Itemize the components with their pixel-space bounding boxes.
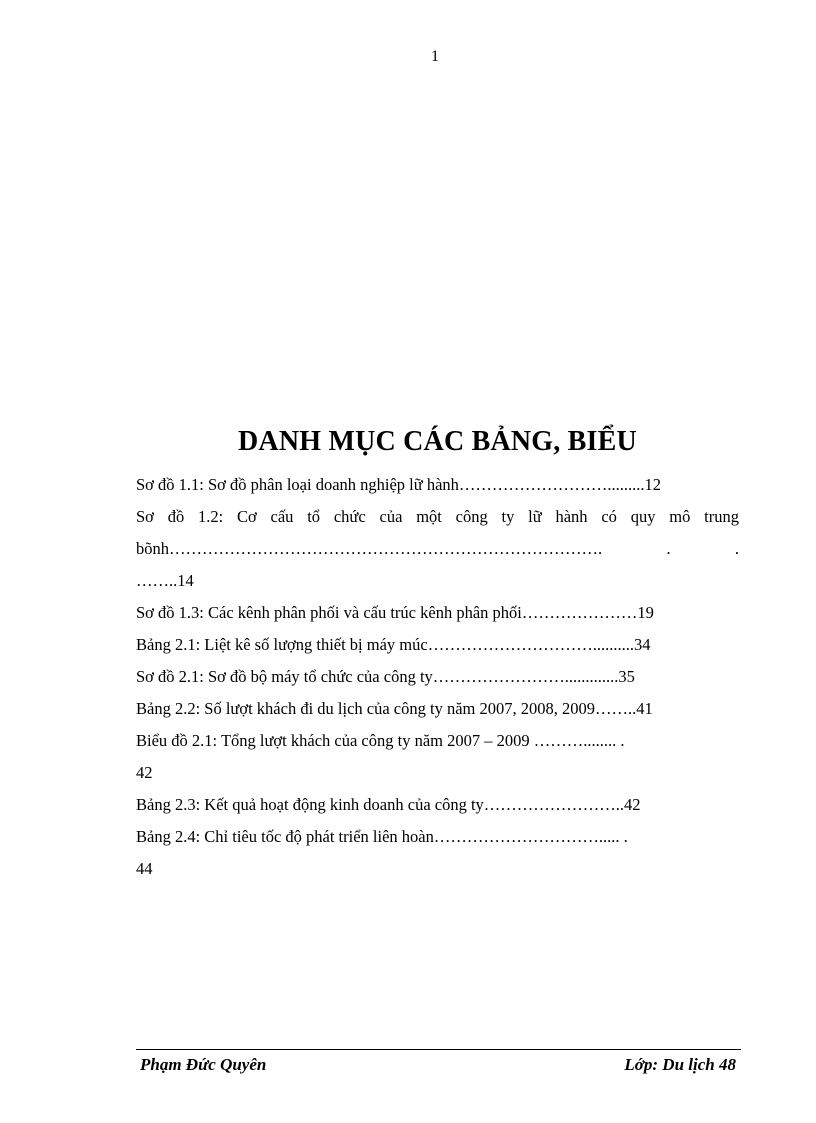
footer-class: Lớp: Du lịch 48	[624, 1055, 736, 1074]
toc-line-4: ……..14	[136, 571, 194, 590]
toc-line-1: Sơ đồ 1.1: Sơ đồ phân loại doanh nghiệp lữ hành……………………….........12	[136, 475, 662, 494]
toc-line-8: Bảng 2.2: Số lượt khách đi du lịch của công ty năm 2007, 2008, 2009……..41	[136, 699, 653, 718]
footer-author: Phạm Đức Quyên	[140, 1055, 267, 1074]
toc-line-9: Biểu đồ 2.1: Tổng lượt khách của công ty năm 2007 – 2009 ………........ .	[136, 731, 625, 750]
toc-line-10: 42	[136, 763, 153, 782]
toc-line-6: Bảng 2.1: Liệt kê số lượng thiết bị máy múc…………………………..........34	[136, 635, 651, 654]
toc-line-12: Bảng 2.4: Chỉ tiêu tốc độ phát triển liên hoàn…………………………..... .	[136, 827, 628, 846]
page-title: DANH MỤC CÁC BẢNG, BIỂU	[238, 426, 637, 457]
toc-line-7: Sơ đồ 2.1: Sơ đồ bộ máy tổ chức của công ty…………………….............35	[136, 667, 635, 686]
footer-divider	[136, 1049, 741, 1050]
toc-line-3: bõnh……………………………………………………………………. . .	[136, 539, 739, 558]
table-of-contents	[136, 474, 739, 890]
toc-line-13: 44	[136, 859, 153, 878]
page-number: 1	[431, 48, 439, 65]
toc-line-11: Bảng 2.3: Kết quả hoạt động kinh doanh của công ty……………………..42	[136, 795, 641, 814]
toc-line-5: Sơ đồ 1.3: Các kênh phân phối và cấu trúc kênh phân phối…………………19	[136, 603, 654, 622]
toc-line-2: Sơ đồ 1.2: Cơ cấu tổ chức của một công ty lữ hành có quy mô trung	[136, 507, 739, 526]
